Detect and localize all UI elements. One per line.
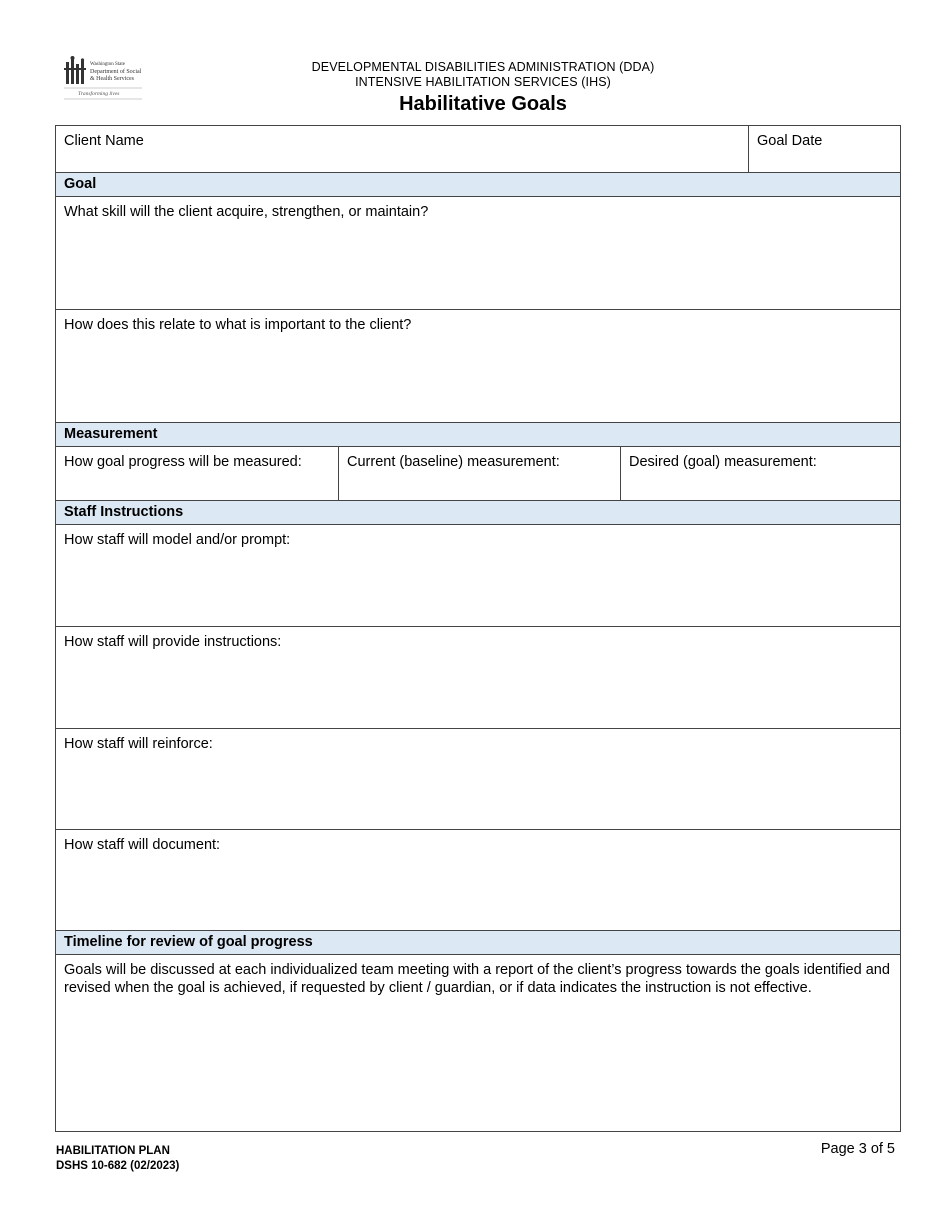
staff-instructions-field[interactable] <box>56 627 900 729</box>
goal-date-label: Goal Date <box>757 133 823 149</box>
importance-question: How does this relate to what is important to the client? <box>64 317 412 333</box>
measurement-row <box>56 447 900 501</box>
staff-reinforce-label: How staff will reinforce: <box>64 736 213 752</box>
staff-section-header: Staff Instructions <box>56 501 900 525</box>
client-name-label: Client Name <box>64 133 144 149</box>
staff-document-field[interactable] <box>56 830 900 931</box>
timeline-section-header: Timeline for review of goal progress <box>56 931 900 955</box>
program-name: INTENSIVE HABILITATION SERVICES (IHS) <box>355 75 611 89</box>
measure-method-label: How goal progress will be measured: <box>64 454 302 470</box>
logo-line-3: & Health Services <box>90 76 134 82</box>
skill-field[interactable] <box>56 197 900 310</box>
timeline-text: Goals will be discussed at each individualized team meeting with a report of the client’s progress towards the goals identified and revised when the goal is achieved, if requested by client / guardian, or if data indicates the instruction is not effective. <box>64 962 890 996</box>
staff-document-label: How staff will document: <box>64 837 221 853</box>
goal-measurement-field[interactable] <box>620 447 900 500</box>
measurement-section-header: Measurement <box>56 423 900 447</box>
form-footer <box>56 1144 179 1174</box>
form-number: DSHS 10-682 (02/2023) <box>56 1160 180 1172</box>
client-name-field[interactable] <box>56 126 748 172</box>
habilitative-goals-form <box>55 125 901 1132</box>
goal-section-header: Goal <box>56 173 900 197</box>
agency-name: DEVELOPMENTAL DISABILITIES ADMINISTRATION (DDA) <box>311 60 655 74</box>
staff-model-field[interactable] <box>56 525 900 627</box>
logo-tagline: Transforming lives <box>78 91 120 97</box>
skill-question: What skill will the client acquire, strengthen, or maintain? <box>64 204 429 220</box>
form-name: HABILITATION PLAN <box>56 1145 170 1157</box>
staff-instructions-label: How staff will provide instructions: <box>64 634 282 650</box>
timeline-field <box>56 955 900 1131</box>
logo-line-2: Department of Social <box>90 69 142 75</box>
goal-date-field[interactable] <box>748 126 900 172</box>
baseline-measurement-field[interactable] <box>338 447 620 500</box>
client-info-row <box>56 126 900 173</box>
page-title: Habilitative Goals <box>399 93 567 115</box>
page-number: Page 3 of 5 <box>820 1141 895 1157</box>
measure-method-field[interactable] <box>56 447 338 500</box>
goal-measurement-label: Desired (goal) measurement: <box>629 454 817 470</box>
logo-line-1: Washington State <box>90 62 126 67</box>
baseline-measurement-label: Current (baseline) measurement: <box>347 454 560 470</box>
staff-reinforce-field[interactable] <box>56 729 900 830</box>
staff-model-label: How staff will model and/or prompt: <box>64 532 291 548</box>
importance-field[interactable] <box>56 310 900 423</box>
